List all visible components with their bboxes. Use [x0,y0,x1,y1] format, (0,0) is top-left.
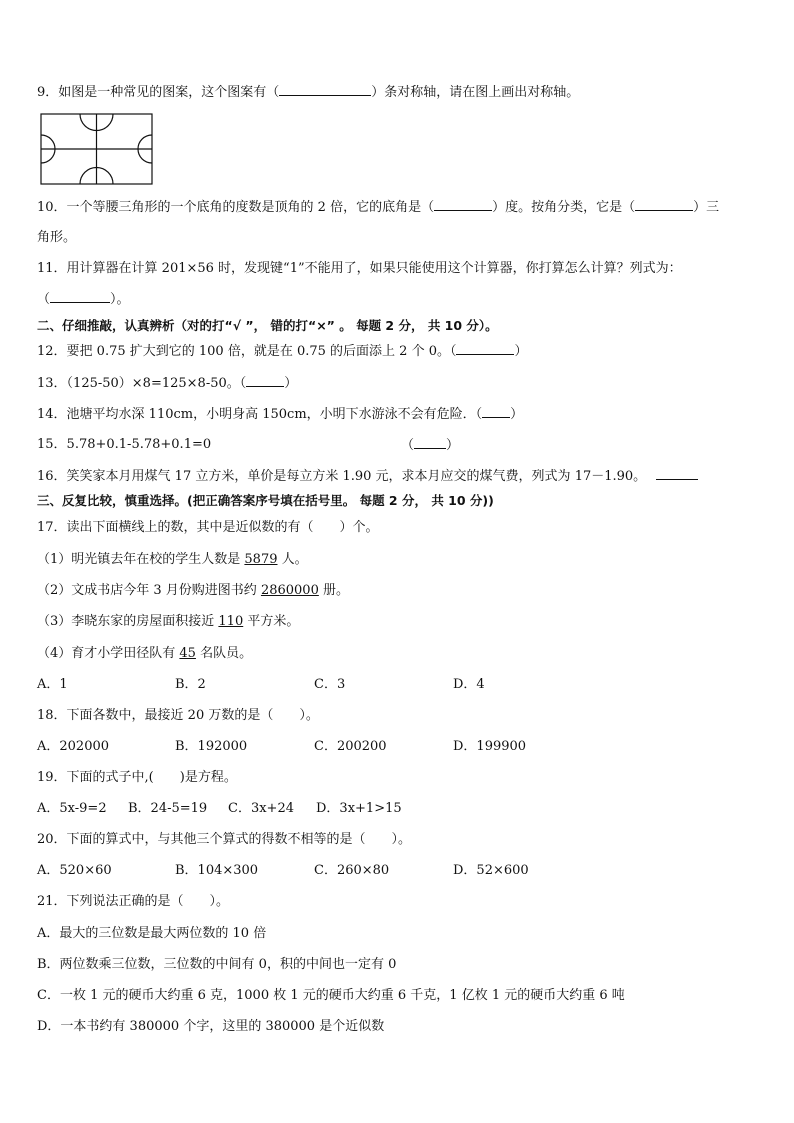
question-16 [37,468,698,485]
q18-option-a[interactable]: A．202000 [37,739,110,754]
question-12 [37,343,528,360]
answer-blank[interactable] [279,84,371,96]
q17-item-text: 平方米。 [243,614,300,629]
answer-blank[interactable] [656,468,698,480]
q17-option-a[interactable]: A．1 [37,677,68,692]
underlined-number: 110 [218,614,244,629]
answer-blank[interactable] [482,406,510,418]
q19-option-a[interactable]: A．5x-9=2 [37,801,107,816]
q10-text-b: ）度。按角分类，它是（ [492,200,636,215]
q20-option-a[interactable]: A．520×60 [37,863,112,878]
q17-option-b[interactable]: B．2 [175,677,206,692]
underlined-number: 45 [179,646,196,661]
answer-blank[interactable] [414,437,446,449]
paren-open: （ [37,292,51,307]
paren-close: ） [514,344,528,359]
q18-option-b[interactable]: B．192000 [175,739,248,754]
section-3-heading: 三、反复比较，慎重选择。(把正确答案序号填在括号里。 每题 2 分， 共 10 分)) [37,493,494,508]
q21-option-c[interactable]: C．一枚 1 元的硬币大约重 6 克，1000 枚 1 元的硬币大约重 6 千克，1 亿枚 1 元的硬币大约重 6 吨 [37,988,625,1003]
question-18: 18．下面各数中，最接近 20 万数的是（ ）。 [37,708,319,723]
q20-option-c[interactable]: C．260×80 [314,863,390,878]
paren-open: （ [401,438,415,453]
question-15-answer [401,437,459,454]
q21-option-a[interactable]: A．最大的三位数是最大两位数的 10 倍 [37,926,267,941]
q17-item-text: （3）李晓东家的房屋面积接近 [37,614,219,629]
symmetry-figure [40,113,153,185]
q17-option-d[interactable]: D．4 [453,677,485,692]
question-19: 19．下面的式子中,( )是方程。 [37,770,237,785]
q17-item-text: （2）文成书店今年 3 月份购进图书约 [37,583,261,598]
q10-text-c: ）三 [693,200,720,215]
q9-text-post: ）条对称轴，请在图上画出对称轴。 [371,85,580,100]
q17-item-text: （4）育才小学田径队有 [37,646,180,661]
question-13 [37,375,297,392]
question-14 [37,406,523,423]
q17-item-1 [37,552,308,568]
q21-option-d[interactable]: D．一本书约有 380000 个字，这里的 380000 是个近似数 [37,1019,385,1034]
answer-blank[interactable] [434,199,492,211]
q19-option-c[interactable]: C．3x+24 [228,801,294,816]
q17-option-c[interactable]: C．3 [314,677,346,692]
question-21: 21．下列说法正确的是（ ）。 [37,894,230,909]
q18-option-d[interactable]: D．199900 [453,739,527,754]
paren-close: ）。 [110,292,130,307]
q12-text: 12．要把 0.75 扩大到它的 100 倍，就是在 0.75 的后面添上 2 个 0。（ [37,344,457,359]
q17-item-text: 人。 [277,552,308,567]
q19-option-d[interactable]: D．3x+1>15 [316,801,402,816]
q20-option-d[interactable]: D．52×600 [453,863,529,878]
q18-option-c[interactable]: C．200200 [314,739,387,754]
q17-item-3 [37,614,299,630]
answer-blank[interactable] [456,343,514,355]
q17-item-2 [37,583,349,599]
underlined-number: 5879 [244,552,278,567]
question-17: 17．读出下面横线上的数，其中是近似数的有（ ）个。 [37,520,379,535]
q14-text: 14．池塘平均水深 110cm，小明身高 150cm，小明下水游泳不会有危险．（ [37,407,483,422]
q17-item-4 [37,646,252,662]
q9-text-pre: 9．如图是一种常见的图案，这个图案有（ [37,85,280,100]
answer-blank[interactable] [246,375,284,387]
question-11: 11．用计算器在计算 201×56 时，发现键“1”不能用了，如果只能使用这个计算器，你打算怎么计算？列式为： [37,261,682,276]
question-9 [37,84,579,101]
section-2-heading: 二、仔细推敲，认真辨析（对的打“√ ”， 错的打“×” 。 每题 2 分， 共 10 分）。 [37,318,498,333]
paren-close: ） [284,376,298,391]
question-15: 15．5.78+0.1-5.78+0.1=0 [37,437,212,452]
q17-item-text: 册。 [318,583,349,598]
q20-option-b[interactable]: B．104×300 [175,863,259,878]
paren-close: ） [510,407,524,422]
answer-blank[interactable] [635,199,693,211]
q10-text-a: 10．一个等腰三角形的一个底角的度数是顶角的 2 倍，它的底角是（ [37,200,435,215]
question-10 [37,199,719,216]
q13-text: 13．（125-50）×8=125×8-50。（ [37,376,247,391]
paren-close: ） [446,438,460,453]
question-20: 20．下面的算式中，与其他三个算式的得数不相等的是（ ）。 [37,832,412,847]
q17-item-text: 名队员。 [195,646,253,661]
q17-item-text: （1）明光镇去年在校的学生人数是 [37,552,245,567]
answer-blank[interactable] [50,291,110,303]
q16-text: 16．笑笑家本月用煤气 17 立方米，单价是每立方米 1.90 元，求本月应交的煤气费，列式为 17－1.90。 [37,469,647,484]
q19-option-b[interactable]: B．24-5=19 [128,801,208,816]
q21-option-b[interactable]: B．两位数乘三位数，三位数的中间有 0，积的中间也一定有 0 [37,957,397,972]
question-10-cont: 角形。 [37,230,77,245]
underlined-number: 2860000 [260,583,319,598]
question-11-answer [37,291,130,308]
